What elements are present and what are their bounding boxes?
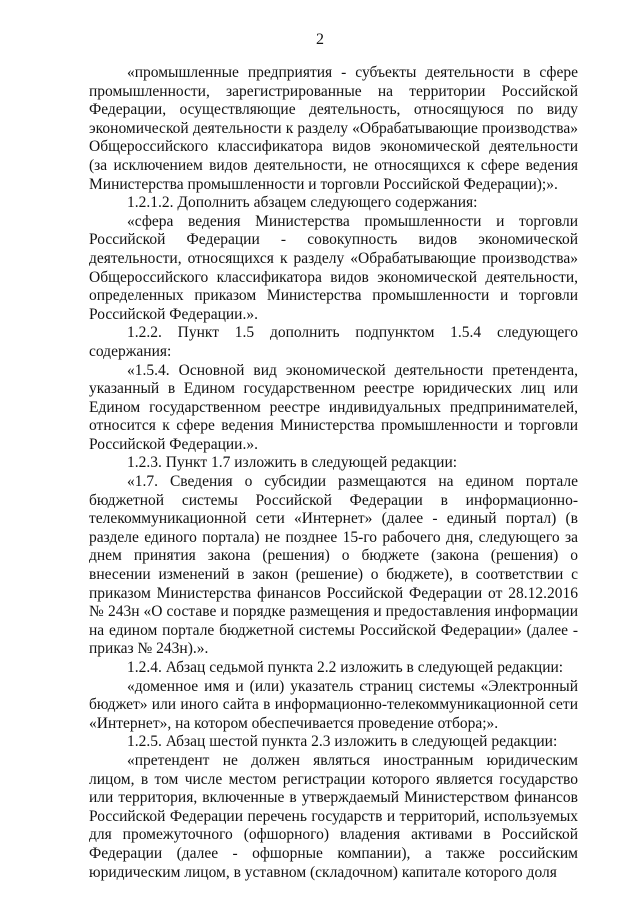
paragraph-1-2-2: 1.2.2. Пункт 1.5 дополнить подпунктом 1.5.4 следующего содержания: [89, 324, 578, 360]
paragraph-1-2-3: 1.2.3. Пункт 1.7 изложить в следующей редакции: [127, 454, 458, 472]
paragraph-1-7: «1.7. Сведения о субсидии размещаются на едином портале бюджетной системы Российской Федерации в информационно-телекоммуникационной сети «Интернет» (далее - единый портал) (в разделе единого портала) не позднее 15-го рабочего дня, следующего за днем принятия закона (решения) о бюджете (закона (решения) о внесении изменений в закон (решение) о бюджете), в соответствии с приказом Министерства финансов Российской Федерации от 28.12.2016 № 243н «О составе и порядке размещения и предоставления информации на едином портале бюджетной системы Российской Федерации» (далее - приказ № 243н).». [89, 473, 578, 658]
page-number: 2 [316, 31, 324, 48]
paragraph-definition-sphere: «сфера ведения Министерства промышленности и торговли Российской Федерации - совокупность видов экономической деятельности, относящихся к разделу «Обрабатывающие производства» Общероссийского классификатора видов экономической деятельности, определенных приказом Министерства промышленности и торговли Российской Федерации.». [89, 212, 578, 323]
document-body [89, 64, 578, 882]
paragraph-1-2-4: 1.2.4. Абзац седьмой пункта 2.2 изложить в следующей редакции: [127, 659, 564, 676]
paragraph-applicant-requirement: «претендент не должен являться иностранным юридическим лицом, в том числе местом регистрации которого является государство или территория, включенные в утверждаемый Министерством финансов Российской Федерации перечень государств и территорий, используемых для промежуточного (офшорного) владения активами в Российской Федерации (далее - офшорные компании), а также российским юридическим лицом, в уставном (складочном) капитале которого доля [89, 751, 578, 881]
paragraph-1-2-5: 1.2.5. Абзац шестой пункта 2.3 изложить в следующей редакции: [127, 733, 558, 751]
paragraph-1-5-4: «1.5.4. Основной вид экономической деятельности претендента, указанный в Едином государственном реестре юридических лиц или Едином государственном реестре индивидуальных предпринимателей, относится к сфере ведения Министерства промышленности и торговли Российской Федерации.». [89, 361, 578, 453]
paragraph-1-2-1-2: 1.2.1.2. Дополнить абзацем следующего содержания: [127, 194, 478, 212]
paragraph-definition-industrial-enterprises: «промышленные предприятия - субъекты деятельности в сфере промышленности, зарегистрированные на территории Российской Федерации, осуществляющие деятельность, относящуюся по виду экономической деятельности к разделу «Обрабатывающие производства» Общероссийского классификатора видов экономической деятельности (за исключением видов деятельности, не относящихся к сфере ведения Министерства промышленности и торговли Российской Федерации);». [89, 64, 578, 193]
paragraph-domain-name: «доменное имя и (или) указатель страниц системы «Электронный бюджет» или иного сайта в информационно-телекоммуникационной сети «Интернет», на котором обеспечивается проведение отбора;». [89, 677, 578, 732]
